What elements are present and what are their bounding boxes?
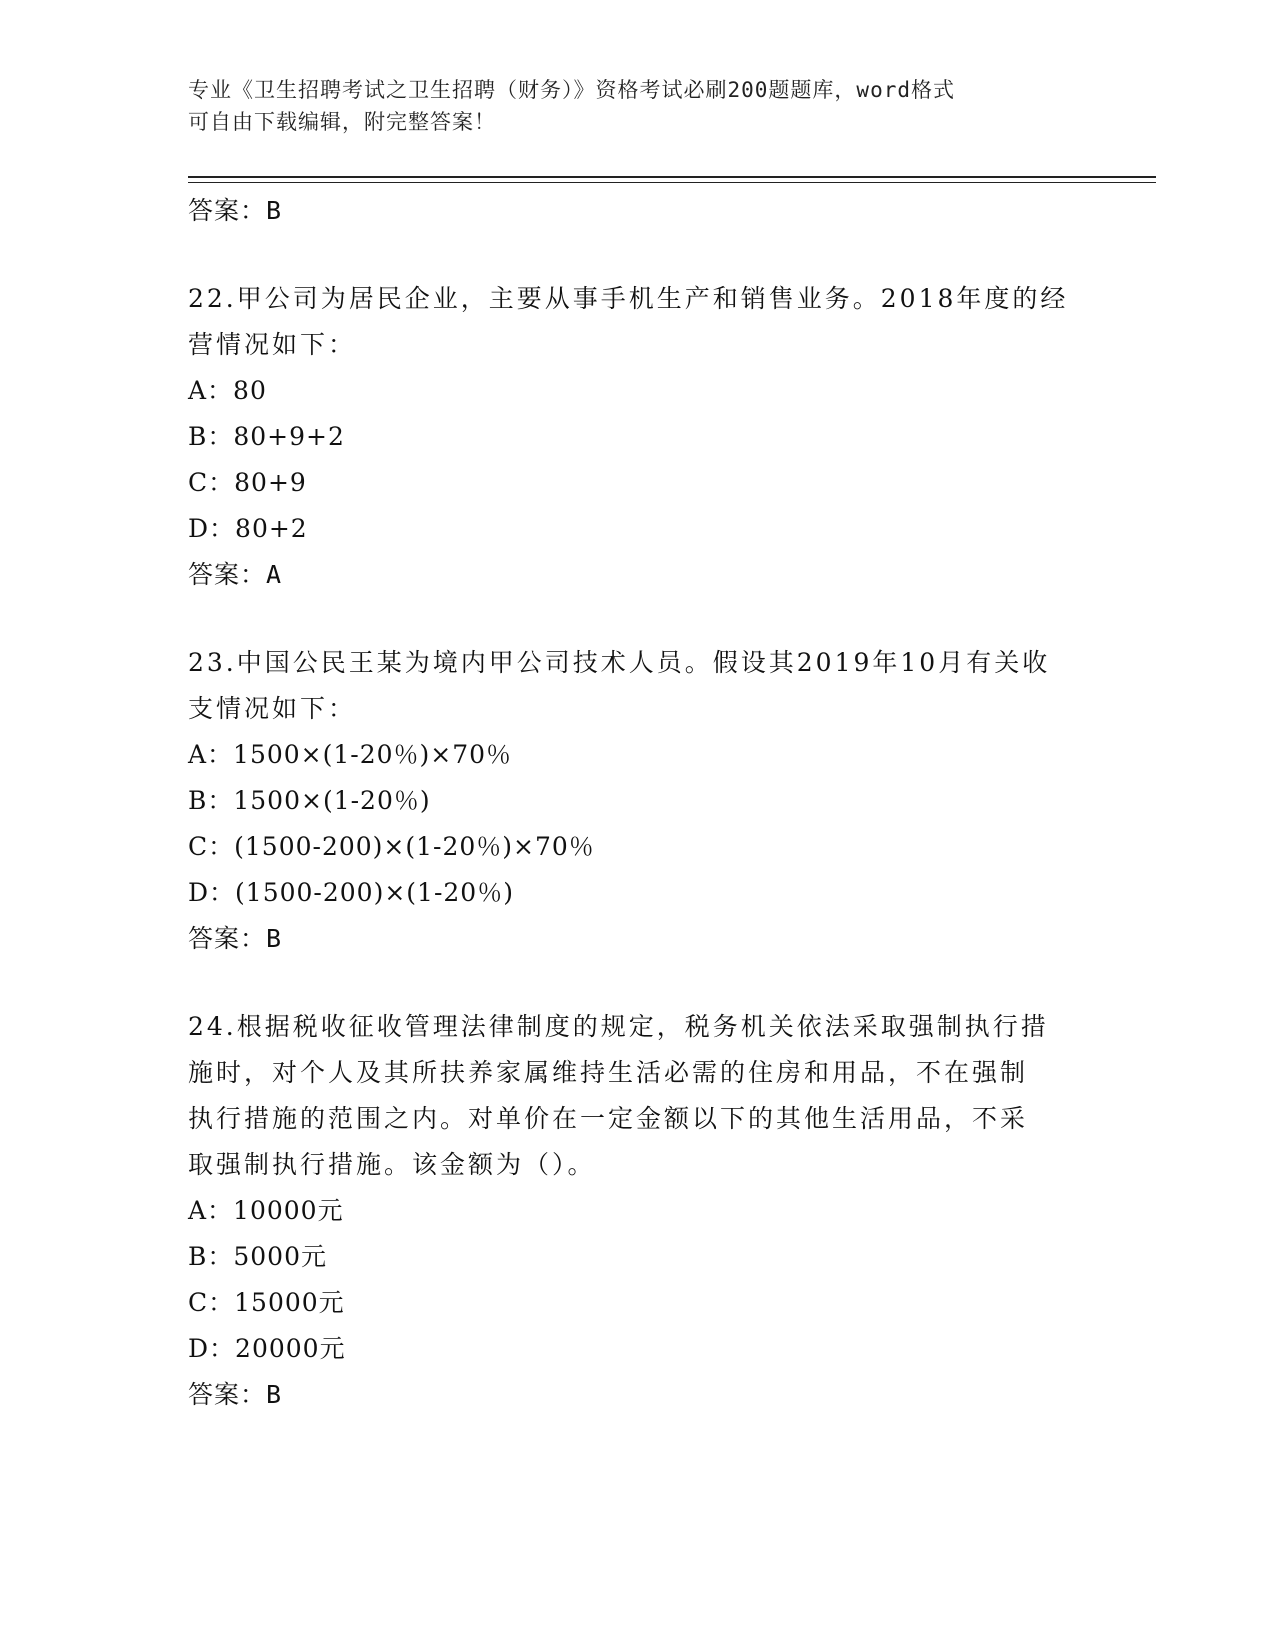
question-stem (188, 1004, 1088, 1188)
option-c: C：80+9 (188, 468, 307, 497)
option-c: C：(1500-200)×(1-20％)×70％ (188, 832, 595, 861)
question-line: 22.甲公司为居民企业，主要从事手机生产和销售业务。2018年度的经 (188, 284, 1069, 313)
option-b: B：1500×(1-20％) (188, 786, 431, 815)
answer-line: 答案：B (188, 1380, 283, 1409)
answer-line: 答案：A (188, 560, 283, 589)
option-a: A：80 (188, 376, 267, 405)
page-header (188, 74, 1088, 138)
answer-line: 答案：B (188, 196, 283, 225)
question-block-24 (188, 1004, 1088, 1418)
header-line-2: 可自由下载编辑，附完整答案！ (188, 110, 496, 134)
question-line: 施时，对个人及其所扶养家属维持生活必需的住房和用品，不在强制 (188, 1058, 1029, 1087)
question-line: 24.根据税收征收管理法律制度的规定，税务机关依法采取强制执行措 (188, 1012, 1049, 1041)
option-a: A：1500×(1-20％)×70％ (188, 740, 513, 769)
answer-line: 答案：B (188, 924, 283, 953)
option-d: D：20000元 (188, 1334, 346, 1363)
option-a: A：10000元 (188, 1196, 344, 1225)
question-line: 23.中国公民王某为境内甲公司技术人员。假设其2019年10月有关收 (188, 648, 1051, 677)
header-line-1: 专业《卫生招聘考试之卫生招聘（财务）》资格考试必刷200题题库，word格式 (188, 78, 955, 102)
question-stem (188, 276, 1088, 368)
document-body (188, 188, 1088, 1418)
question-block-22 (188, 276, 1088, 598)
header-divider (188, 176, 1156, 178)
option-d: D：(1500-200)×(1-20％) (188, 878, 514, 907)
option-c: C：15000元 (188, 1288, 345, 1317)
question-line: 取强制执行措施。该金额为（）。 (188, 1150, 596, 1179)
header-divider-thin (188, 182, 1156, 183)
question-line: 支情况如下： (188, 694, 357, 723)
option-b: B：5000元 (188, 1242, 327, 1271)
question-line: 营情况如下： (188, 330, 357, 359)
question-stem (188, 640, 1088, 732)
question-block-23 (188, 640, 1088, 962)
option-d: D：80+2 (188, 514, 308, 543)
option-b: B：80+9+2 (188, 422, 345, 451)
question-line: 执行措施的范围之内。对单价在一定金额以下的其他生活用品，不采 (188, 1104, 1029, 1133)
